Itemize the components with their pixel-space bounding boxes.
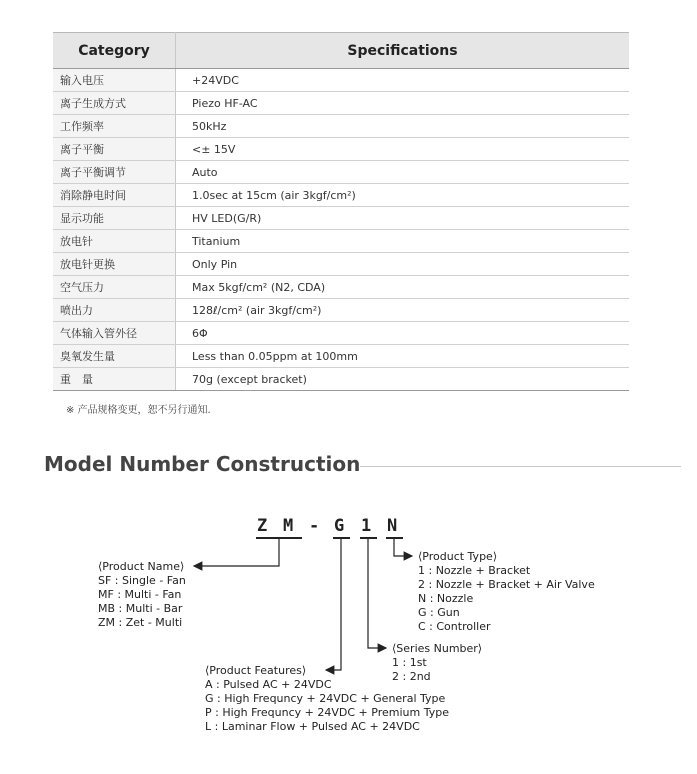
header-specifications: Specifications xyxy=(176,33,630,69)
code-letter-n: N xyxy=(387,516,398,536)
arrow-product-name xyxy=(194,538,279,566)
row-category: 工作频率 xyxy=(53,115,176,138)
product-name-block xyxy=(98,560,186,630)
row-category: 臭氧发生量 xyxy=(53,345,176,368)
product-type-heading: ⟨Product Type⟩ xyxy=(418,550,498,563)
product-features-item: P : High Frequncy + 24VDC + Premium Type xyxy=(205,706,449,719)
product-features-heading: ⟨Product Features⟩ xyxy=(205,664,307,677)
product-features-item: L : Laminar Flow + Pulsed AC + 24VDC xyxy=(205,720,420,733)
series-number-item: 2 : 2nd xyxy=(392,670,431,683)
row-spec: Auto xyxy=(176,161,630,184)
row-spec: <± 15V xyxy=(176,138,630,161)
code-digit-1: 1 xyxy=(361,516,372,536)
product-name-heading: ⟨Product Name⟩ xyxy=(98,560,185,573)
row-spec: Titanium xyxy=(176,230,630,253)
row-spec: 128ℓ/cm² (air 3kgf/cm²) xyxy=(176,299,630,322)
row-spec: 50kHz xyxy=(176,115,630,138)
code-letter-z: Z xyxy=(257,516,268,536)
row-category: 气体输入管外径 xyxy=(53,322,176,345)
arrow-series-number xyxy=(368,538,386,648)
row-category: 显示功能 xyxy=(53,207,176,230)
product-type-item: G : Gun xyxy=(418,606,460,619)
row-category: 离子平衡调节 xyxy=(53,161,176,184)
product-type-item: N : Nozzle xyxy=(418,592,474,605)
row-category: 离子平衡 xyxy=(53,138,176,161)
row-spec: Max 5kgf/cm² (N2, CDA) xyxy=(176,276,630,299)
arrow-product-type xyxy=(394,538,412,556)
product-type-item: C : Controller xyxy=(418,620,491,633)
product-name-item: SF : Single - Fan xyxy=(98,574,186,587)
row-spec: 6Φ xyxy=(176,322,630,345)
product-type-block xyxy=(418,550,595,634)
row-spec: Only Pin xyxy=(176,253,630,276)
product-type-item: 1 : Nozzle + Bracket xyxy=(418,564,531,577)
section-title: Model Number Construction xyxy=(44,452,361,476)
product-name-item: MF : Multi - Fan xyxy=(98,588,182,601)
row-category: 消除静电时间 xyxy=(53,184,176,207)
row-category: 放电针更换 xyxy=(53,253,176,276)
code-dash: - xyxy=(309,516,320,536)
series-number-heading: ⟨Series Number⟩ xyxy=(392,642,483,655)
row-spec: Less than 0.05ppm at 100mm xyxy=(176,345,630,368)
product-name-item: ZM : Zet - Multi xyxy=(98,616,183,629)
row-spec: 70g (except bracket) xyxy=(176,368,630,391)
row-category: 放电针 xyxy=(53,230,176,253)
product-name-item: MB : Multi - Bar xyxy=(98,602,183,615)
product-features-item: G : High Frequncy + 24VDC + General Type xyxy=(205,692,446,705)
arrow-product-features xyxy=(326,538,341,670)
row-category: 重 量 xyxy=(53,368,176,391)
row-category: 输入电压 xyxy=(53,69,176,92)
code-letter-g: G xyxy=(334,516,345,536)
product-features-block xyxy=(205,664,449,734)
row-category: 喷出力 xyxy=(53,299,176,322)
series-number-item: 1 : 1st xyxy=(392,656,427,669)
row-spec: +24VDC xyxy=(176,69,630,92)
row-category: 空气压力 xyxy=(53,276,176,299)
row-category: 离子生成方式 xyxy=(53,92,176,115)
header-category: Category xyxy=(53,33,176,69)
row-spec: Piezo HF-AC xyxy=(176,92,630,115)
product-features-item: A : Pulsed AC + 24VDC xyxy=(205,678,332,691)
code-letter-m: M xyxy=(283,516,294,536)
row-spec: HV LED(G/R) xyxy=(176,207,630,230)
spec-change-note: ※ 产品规格变更，恕不另行通知. xyxy=(66,405,211,416)
product-type-item: 2 : Nozzle + Bracket + Air Valve xyxy=(418,578,595,591)
row-spec: 1.0sec at 15cm (air 3kgf/cm²) xyxy=(176,184,630,207)
